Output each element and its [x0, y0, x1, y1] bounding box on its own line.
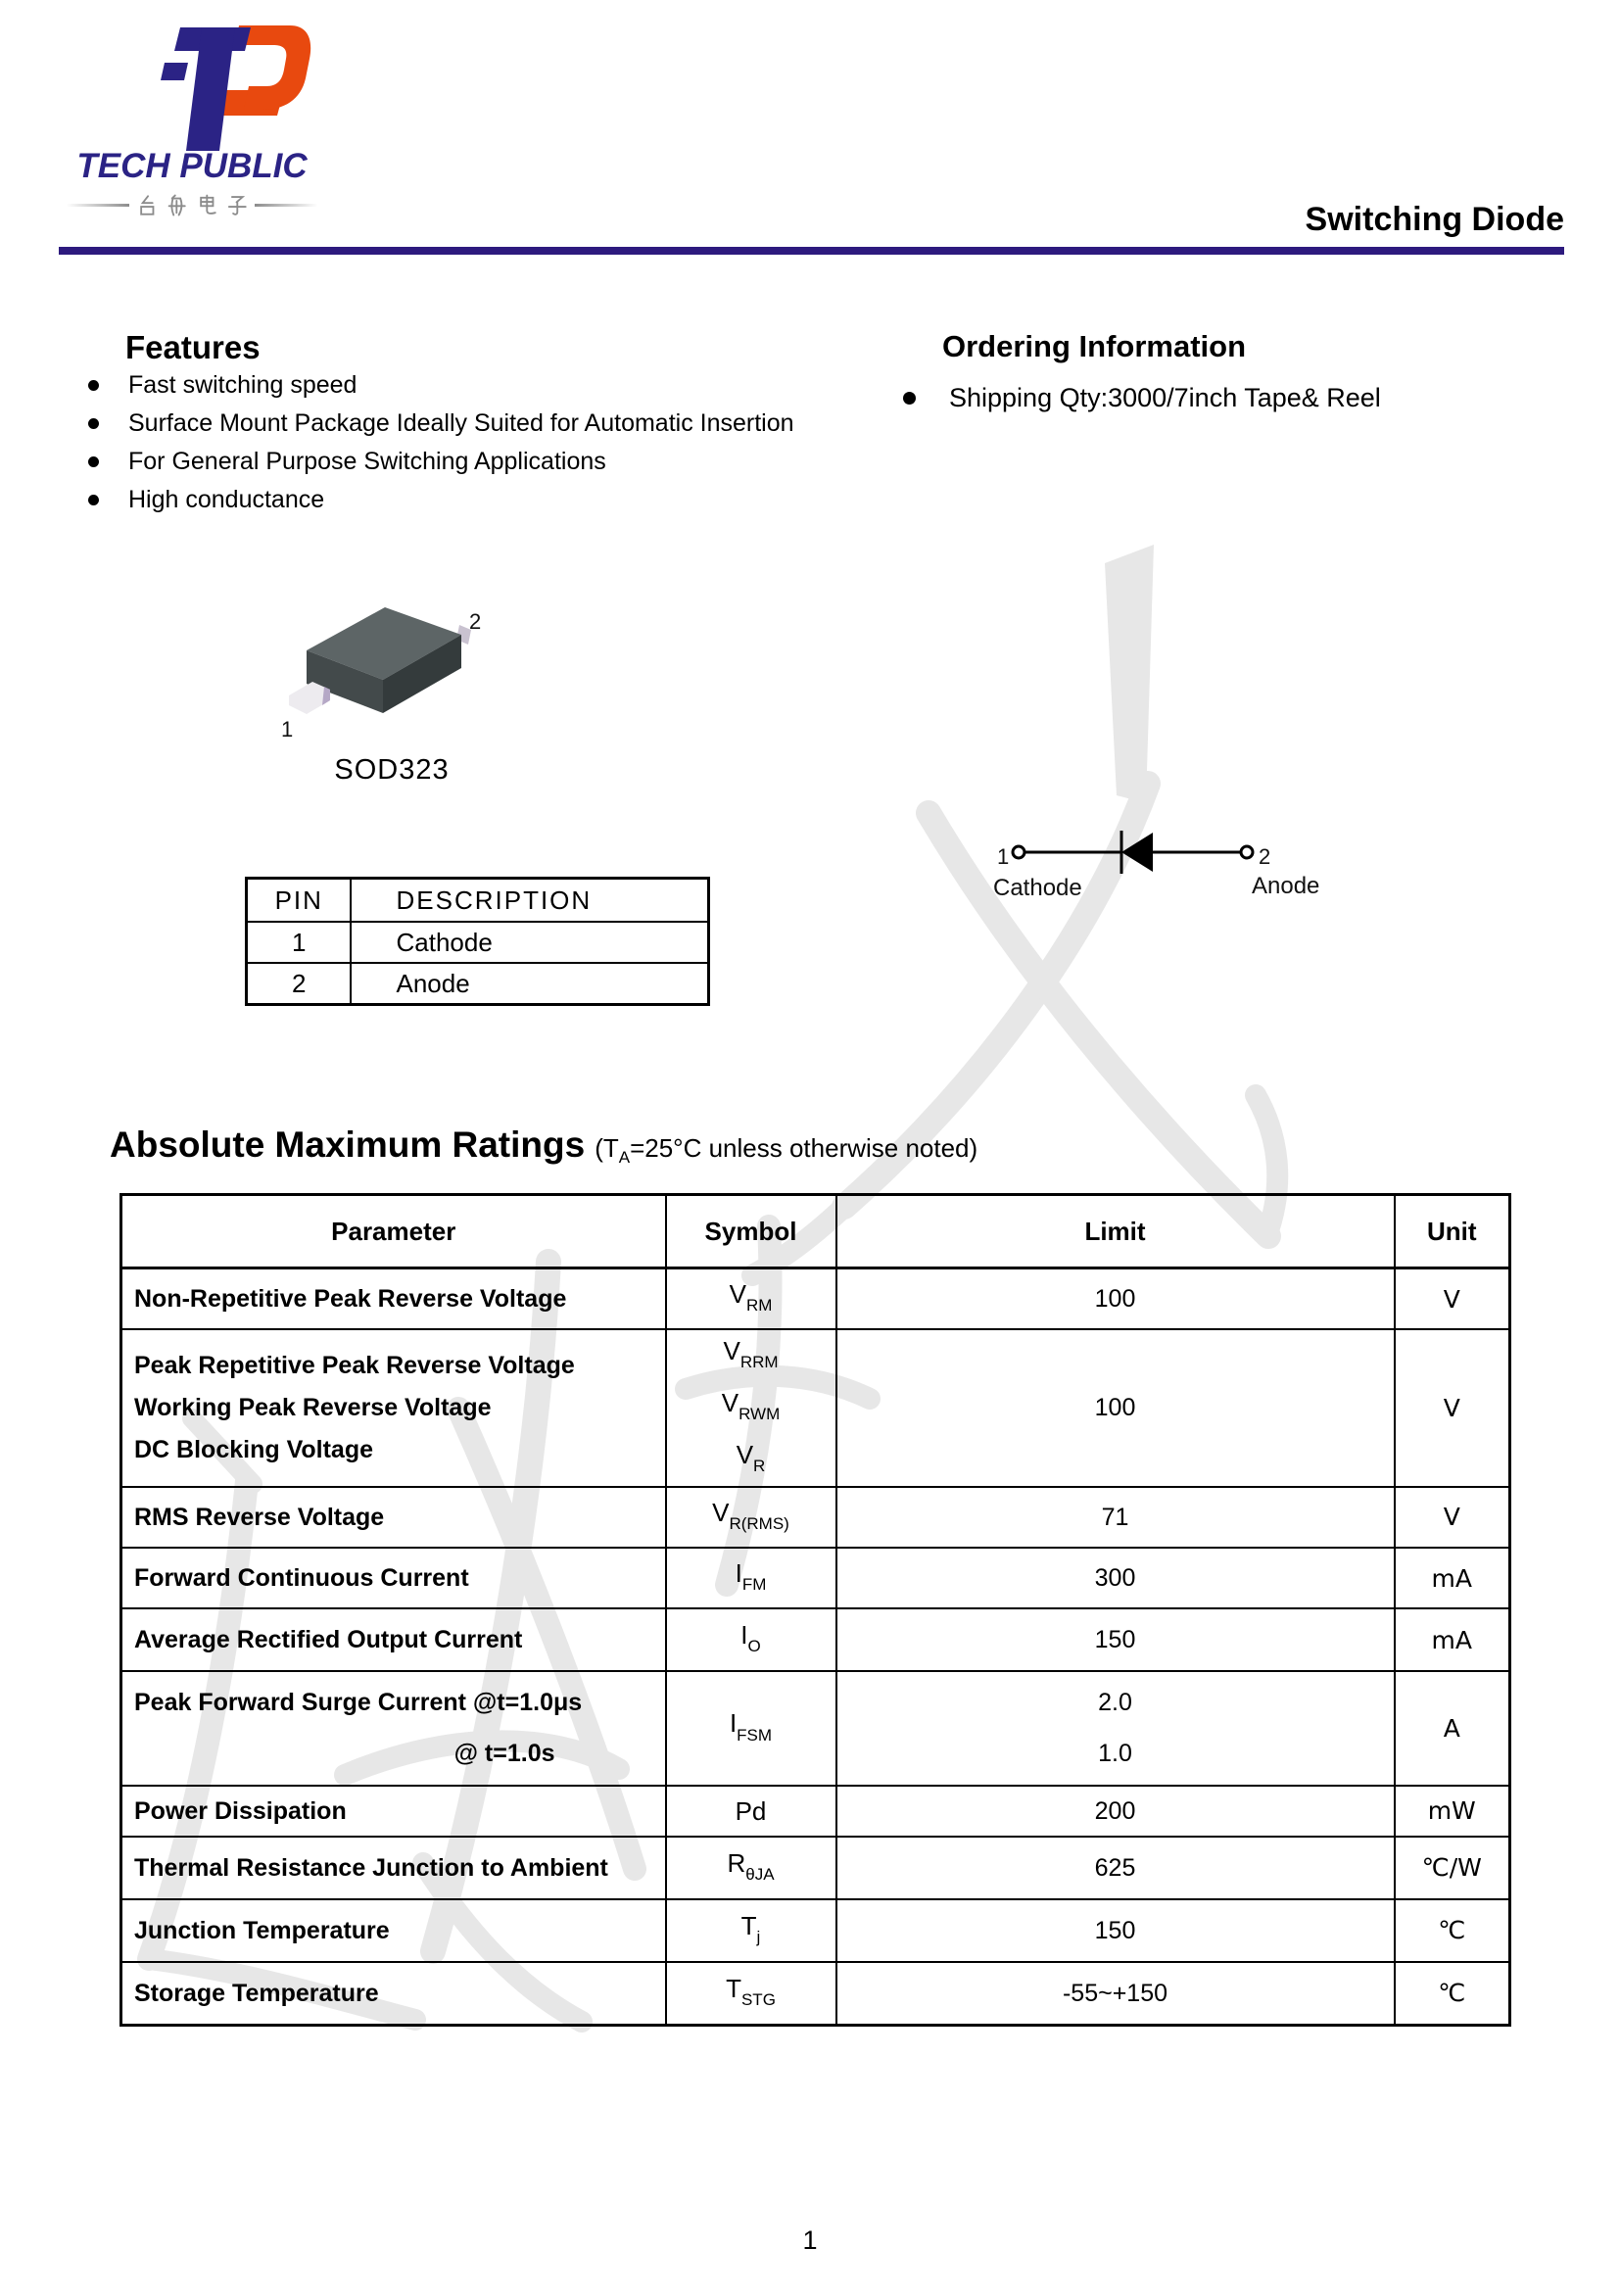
- parameter-line: Junction Temperature: [134, 1916, 390, 1944]
- ratings-table: [119, 1193, 1511, 2027]
- feature-item: [88, 485, 833, 514]
- symbol-cell: [666, 1608, 836, 1671]
- pin-description-cell: Cathode: [351, 922, 708, 963]
- cn-char-dian-icon: [195, 192, 219, 218]
- pin-table-row: [247, 963, 709, 1005]
- pin-table-container: [245, 877, 710, 1006]
- pin-table-header-row: [247, 879, 709, 923]
- feature-item: [88, 447, 833, 476]
- limit-cell: [836, 1329, 1395, 1487]
- limit-line: 100: [1094, 1394, 1136, 1422]
- symbol-cell: [666, 1899, 836, 1962]
- unit-cell: ℃/W: [1395, 1837, 1510, 1899]
- limit-line: 2.0: [1098, 1689, 1132, 1717]
- symbol-line: $V_{R(RMS)}$: [712, 1497, 789, 1533]
- unit-cell: mW: [1395, 1786, 1510, 1837]
- parameter-line: RMS Reverse Voltage: [134, 1503, 385, 1531]
- parameter-cell: [121, 1899, 666, 1962]
- unit-cell: ℃: [1395, 1962, 1510, 2026]
- pin-table-header-pin: PIN: [247, 879, 352, 923]
- symbol-cell: [666, 1548, 836, 1608]
- limit-line: 71: [1101, 1503, 1129, 1531]
- unit-cell: mA: [1395, 1548, 1510, 1608]
- parameter-line: Peak Forward Surge Current @t=1.0μs: [134, 1689, 583, 1717]
- feature-item: [88, 408, 833, 438]
- parameter-cell: [121, 1487, 666, 1548]
- diode-pin2-number: 2: [1259, 844, 1271, 869]
- tech-public-logo-icon: [137, 14, 318, 156]
- features-heading: Features: [125, 329, 261, 365]
- pin-number-cell: 1: [247, 922, 352, 963]
- ratings-table-container: [119, 1193, 1511, 2027]
- symbol-cell: [666, 1487, 836, 1548]
- ratings-heading-row: [110, 1124, 977, 1168]
- bullet-icon: [88, 495, 99, 505]
- limit-cell: [836, 1786, 1395, 1837]
- symbol-line: $V_{RM}$: [729, 1279, 773, 1315]
- unit-cell: A: [1395, 1671, 1510, 1785]
- ratings-header-parameter: Parameter: [121, 1195, 666, 1268]
- subtitle-right-dash: [255, 204, 317, 207]
- diode-cathode-label: Cathode: [993, 875, 1082, 901]
- limit-cell: [836, 1962, 1395, 2026]
- pin-table: [245, 877, 710, 1006]
- unit-cell: V: [1395, 1268, 1510, 1330]
- header-rule: [59, 247, 1564, 255]
- package-name: SOD323: [334, 754, 450, 786]
- bullet-icon: [88, 456, 99, 467]
- unit-cell: V: [1395, 1329, 1510, 1487]
- document-title: Switching Diode: [1305, 201, 1564, 238]
- parameter-line: Non-Repetitive Peak Reverse Voltage: [134, 1285, 567, 1314]
- symbol-line: $R_{\theta JA}$: [727, 1847, 775, 1884]
- ratings-row: [121, 1837, 1510, 1899]
- pin-number-cell: 2: [247, 963, 352, 1005]
- ratings-row: [121, 1671, 1510, 1785]
- limit-cell: [836, 1671, 1395, 1785]
- cn-char-tai-icon: [135, 192, 160, 218]
- limit-cell: [836, 1608, 1395, 1671]
- parameter-line: DC Blocking Voltage: [134, 1435, 374, 1463]
- ratings-row: [121, 1962, 1510, 2026]
- ratings-header-unit: Unit: [1395, 1195, 1510, 1268]
- symbol-line: $V_R$: [736, 1439, 766, 1476]
- ratings-header-symbol: Symbol: [666, 1195, 836, 1268]
- sod323-package-image: [279, 599, 485, 756]
- bullet-icon: [88, 418, 99, 429]
- limit-line: 100: [1094, 1285, 1136, 1314]
- ratings-title: Absolute Maximum Ratings: [110, 1124, 586, 1165]
- parameter-cell: [121, 1837, 666, 1899]
- feature-item-label: High conductance: [128, 486, 325, 513]
- symbol-line: $V_{RRM}$: [723, 1336, 779, 1372]
- ratings-row: [121, 1268, 1510, 1330]
- limit-line: 200: [1094, 1796, 1136, 1825]
- parameter-cell: [121, 1548, 666, 1608]
- symbol-line: $I_{FM}$: [735, 1557, 767, 1595]
- pin-description-cell: Anode: [351, 963, 708, 1005]
- symbol-cell: [666, 1671, 836, 1785]
- ratings-condition: ($T_A=25^\circ C$ unless otherwise noted): [595, 1133, 978, 1168]
- ratings-row: [121, 1608, 1510, 1671]
- feature-item-label: Surface Mount Package Ideally Suited for Automatic Insertion: [128, 409, 794, 437]
- diode-symbol-diagram: [970, 821, 1342, 909]
- ratings-row: [121, 1548, 1510, 1608]
- feature-item-label: For General Purpose Switching Applications: [128, 448, 606, 475]
- diode-anode-label: Anode: [1252, 873, 1320, 899]
- pin-table-row: [247, 922, 709, 963]
- limit-line: 300: [1094, 1564, 1136, 1593]
- symbol-cell: [666, 1837, 836, 1899]
- parameter-line: Forward Continuous Current: [134, 1564, 469, 1593]
- ratings-row: [121, 1487, 1510, 1548]
- limit-line: 625: [1094, 1853, 1136, 1882]
- limit-line: 1.0: [1098, 1740, 1132, 1768]
- parameter-line: Power Dissipation: [134, 1796, 347, 1825]
- ratings-header-row: [121, 1195, 1510, 1268]
- parameter-line: @ t=1.0s: [453, 1740, 555, 1768]
- symbol-cell: [666, 1962, 836, 2026]
- symbol-cell: [666, 1268, 836, 1330]
- symbol-cell: [666, 1329, 836, 1487]
- parameter-cell: [121, 1786, 666, 1837]
- symbol-line: $T_j$: [740, 1910, 761, 1946]
- diode-pin1-number: 1: [997, 844, 1010, 869]
- features-list: [88, 370, 833, 523]
- parameter-line: Thermal Resistance Junction to Ambient: [134, 1853, 608, 1882]
- package-pin1-label: 1: [281, 717, 294, 741]
- limit-cell: [836, 1837, 1395, 1899]
- brand-name: TECH PUBLIC: [76, 147, 308, 185]
- parameter-cell: [121, 1268, 666, 1330]
- ratings-row: [121, 1899, 1510, 1962]
- limit-line: -55~+150: [1062, 1979, 1168, 2007]
- limit-cell: [836, 1899, 1395, 1962]
- subtitle-left-dash: [67, 204, 129, 207]
- parameter-cell: [121, 1608, 666, 1671]
- ordering-list: [903, 382, 1589, 423]
- parameter-cell: [121, 1671, 666, 1785]
- parameter-line: Average Rectified Output Current: [134, 1626, 523, 1654]
- parameter-line: Peak Repetitive Peak Reverse Voltage: [134, 1352, 575, 1380]
- symbol-line: Pd: [735, 1795, 767, 1826]
- unit-cell: ℃: [1395, 1899, 1510, 1962]
- ordering-item: [903, 382, 1589, 414]
- unit-cell: mA: [1395, 1608, 1510, 1671]
- bullet-icon: [88, 380, 99, 391]
- pin-table-header-desc: DESCRIPTION: [351, 879, 708, 923]
- limit-line: 150: [1094, 1916, 1136, 1944]
- symbol-line: $T_{STG}$: [726, 1973, 776, 2010]
- symbol-line: $I_O$: [740, 1620, 761, 1656]
- unit-cell: V: [1395, 1487, 1510, 1548]
- limit-cell: [836, 1487, 1395, 1548]
- ordering-item-label: Shipping Qty:3000/7inch Tape& Reel: [949, 383, 1381, 412]
- ratings-row: [121, 1786, 1510, 1837]
- package-pin2-label: 2: [469, 609, 482, 634]
- cn-char-zi-icon: [225, 192, 250, 218]
- ratings-row: [121, 1329, 1510, 1487]
- ordering-heading: Ordering Information: [942, 329, 1246, 363]
- bullet-icon: [903, 392, 916, 405]
- parameter-line: Working Peak Reverse Voltage: [134, 1394, 492, 1422]
- limit-cell: [836, 1548, 1395, 1608]
- symbol-line: $V_{RWM}$: [721, 1388, 781, 1424]
- symbol-line: $I_{FSM}$: [729, 1708, 773, 1745]
- cn-char-zhou-icon: [165, 192, 189, 218]
- feature-item-label: Fast switching speed: [128, 371, 357, 399]
- page-number: 1: [802, 2225, 818, 2255]
- limit-line: 150: [1094, 1626, 1136, 1654]
- ratings-header-limit: Limit: [836, 1195, 1395, 1268]
- feature-item: [88, 370, 833, 400]
- limit-cell: [836, 1268, 1395, 1330]
- symbol-cell: [666, 1786, 836, 1837]
- parameter-cell: [121, 1329, 666, 1487]
- parameter-line: Storage Temperature: [134, 1979, 379, 2007]
- parameter-cell: [121, 1962, 666, 2026]
- brand-chinese-subtitle: [67, 192, 317, 218]
